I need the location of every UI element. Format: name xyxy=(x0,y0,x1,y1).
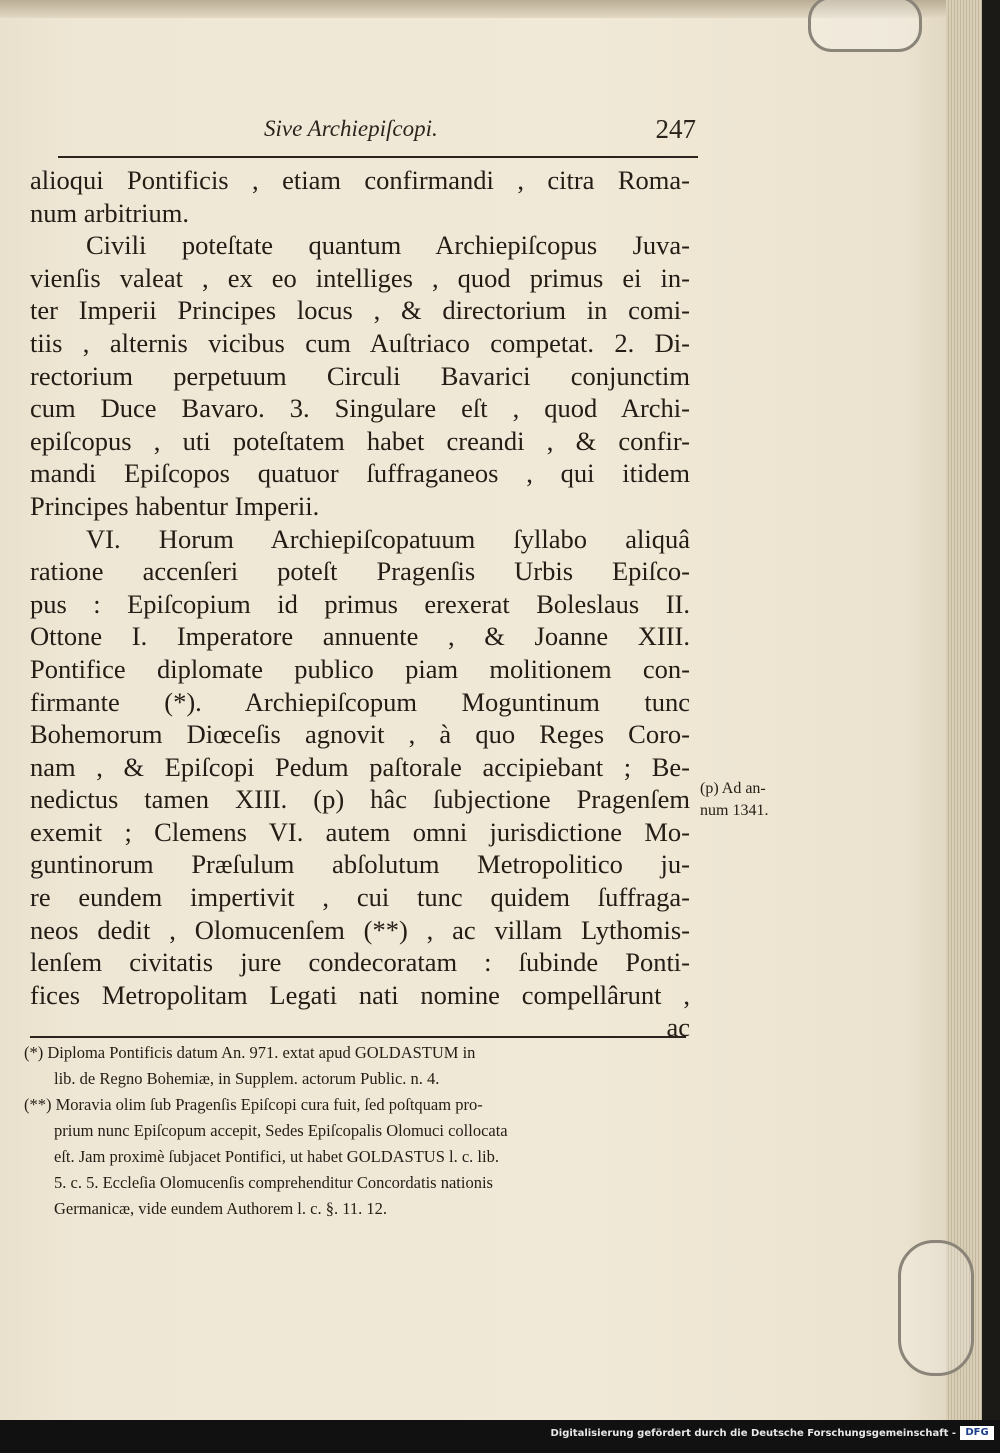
funding-credit: Digitalisierung gefördert durch die Deutsche Forschungsgemeinschaft - xyxy=(550,1428,956,1439)
page-number: 247 xyxy=(655,114,696,144)
margin-note-line: (p) Ad an- xyxy=(700,780,766,797)
running-title: Sive Archiepiſcopi. xyxy=(264,116,438,141)
text-line: fices Metropolitam Legati nati nomine compellârunt , xyxy=(30,979,690,1010)
text-line: Civili poteſtate quantum Archiepiſcopus Juva- xyxy=(86,230,690,261)
footnote-line: Germanicæ, vide eundem Authorem l. c. §. 11. 12. xyxy=(54,1199,387,1218)
text-line: Ottone I. Imperatore annuente , & Joanne XIII. xyxy=(30,621,690,652)
page-stack-edge xyxy=(946,0,982,1420)
text-line: nedictus tamen XIII. (p) hâc ſubjectione Pragenſem xyxy=(30,784,690,815)
paper-clip-top xyxy=(808,0,922,52)
text-line: Pontifice diplomate publico piam molitionem con- xyxy=(30,653,690,684)
page-header xyxy=(62,112,702,148)
text-line: tiis , alternis vicibus cum Auſtriaco competat. 2. Di- xyxy=(30,327,690,358)
text-line: guntinorum Præſulum abſolutum Metropolitico ju- xyxy=(30,849,690,880)
text-line: exemit ; Clemens VI. autem omni jurisdictione Mo- xyxy=(30,816,690,847)
text-line: ratione accenſeri poteſt Pragenſis Urbis Epiſco- xyxy=(30,556,690,587)
text-line: ter Imperii Principes locus , & directorium in comi- xyxy=(30,295,690,326)
text-line: alioqui Pontificis , etiam confirmandi , citra Roma- xyxy=(30,165,690,195)
text-line: Principes habentur Imperii. xyxy=(30,490,320,521)
paper-clip-bottom xyxy=(898,1240,974,1376)
footnote-line: lib. de Regno Bohemiæ, in Supplem. actorum Public. n. 4. xyxy=(54,1069,440,1088)
footnote-line: eſt. Jam proximè ſubjacet Pontifici, ut habet GOLDASTUS l. c. lib. xyxy=(54,1147,499,1166)
margin-note xyxy=(700,778,800,822)
catchword: ac xyxy=(666,1012,690,1043)
text-line: firmante (*). Archiepiſcopum Moguntinum tunc xyxy=(30,686,690,717)
text-line: lenſem civitatis jure condecoratam : ſubinde Ponti- xyxy=(30,947,690,978)
dfg-logo: DFG xyxy=(960,1426,994,1440)
text-line: VI. Horum Archiepiſcopatuum ſyllabo aliquâ xyxy=(86,523,690,554)
header-rule xyxy=(58,156,698,158)
margin-note-line: num 1341. xyxy=(700,802,769,819)
footnotes xyxy=(24,1040,686,1222)
text-line: neos dedit , Olomucenſem (**) , ac villam Lythomis- xyxy=(30,914,690,945)
main-text xyxy=(30,164,690,1044)
text-line: nam , & Epiſcopi Pedum paſtorale accipiebant ; Be- xyxy=(30,751,690,782)
footnote-line: (**) Moravia olim ſub Pragenſis Epiſcopi cura fuit, ſed poſtquam pro- xyxy=(24,1095,483,1114)
text-line: cum Duce Bavaro. 3. Singulare eſt , quod Archi- xyxy=(30,393,690,424)
footnote-line: 5. c. 5. Eccleſia Olomucenſis comprehenditur Concordatis nationis xyxy=(54,1173,493,1192)
text-line: num arbitrium. xyxy=(30,197,189,228)
text-line: mandi Epiſcopos quatuor ſuffraganeos , qui itidem xyxy=(30,458,690,489)
text-line: epiſcopus , uti poteſtatem habet creandi , & confir- xyxy=(30,425,690,456)
text-line: pus : Epiſcopium id primus erexerat Boleslaus II. xyxy=(30,588,690,619)
footnote-line: prium nunc Epiſcopum accepit, Sedes Epiſcopalis Olomuci collocata xyxy=(54,1121,508,1140)
footnote-rule xyxy=(30,1036,686,1038)
footnote-line: (*) Diploma Pontificis datum An. 971. extat apud GOLDASTUM in xyxy=(24,1043,476,1062)
text-line: re eundem impertivit , cui tunc quidem ſuffraga- xyxy=(30,882,690,913)
text-line: vienſis valeat , ex eo intelliges , quod primus ei in- xyxy=(30,262,690,293)
text-line: rectorium perpetuum Circuli Bavarici conjunctim xyxy=(30,360,690,391)
text-line: Bohemorum Diœceſis agnovit , à quo Reges Coro- xyxy=(30,719,690,750)
